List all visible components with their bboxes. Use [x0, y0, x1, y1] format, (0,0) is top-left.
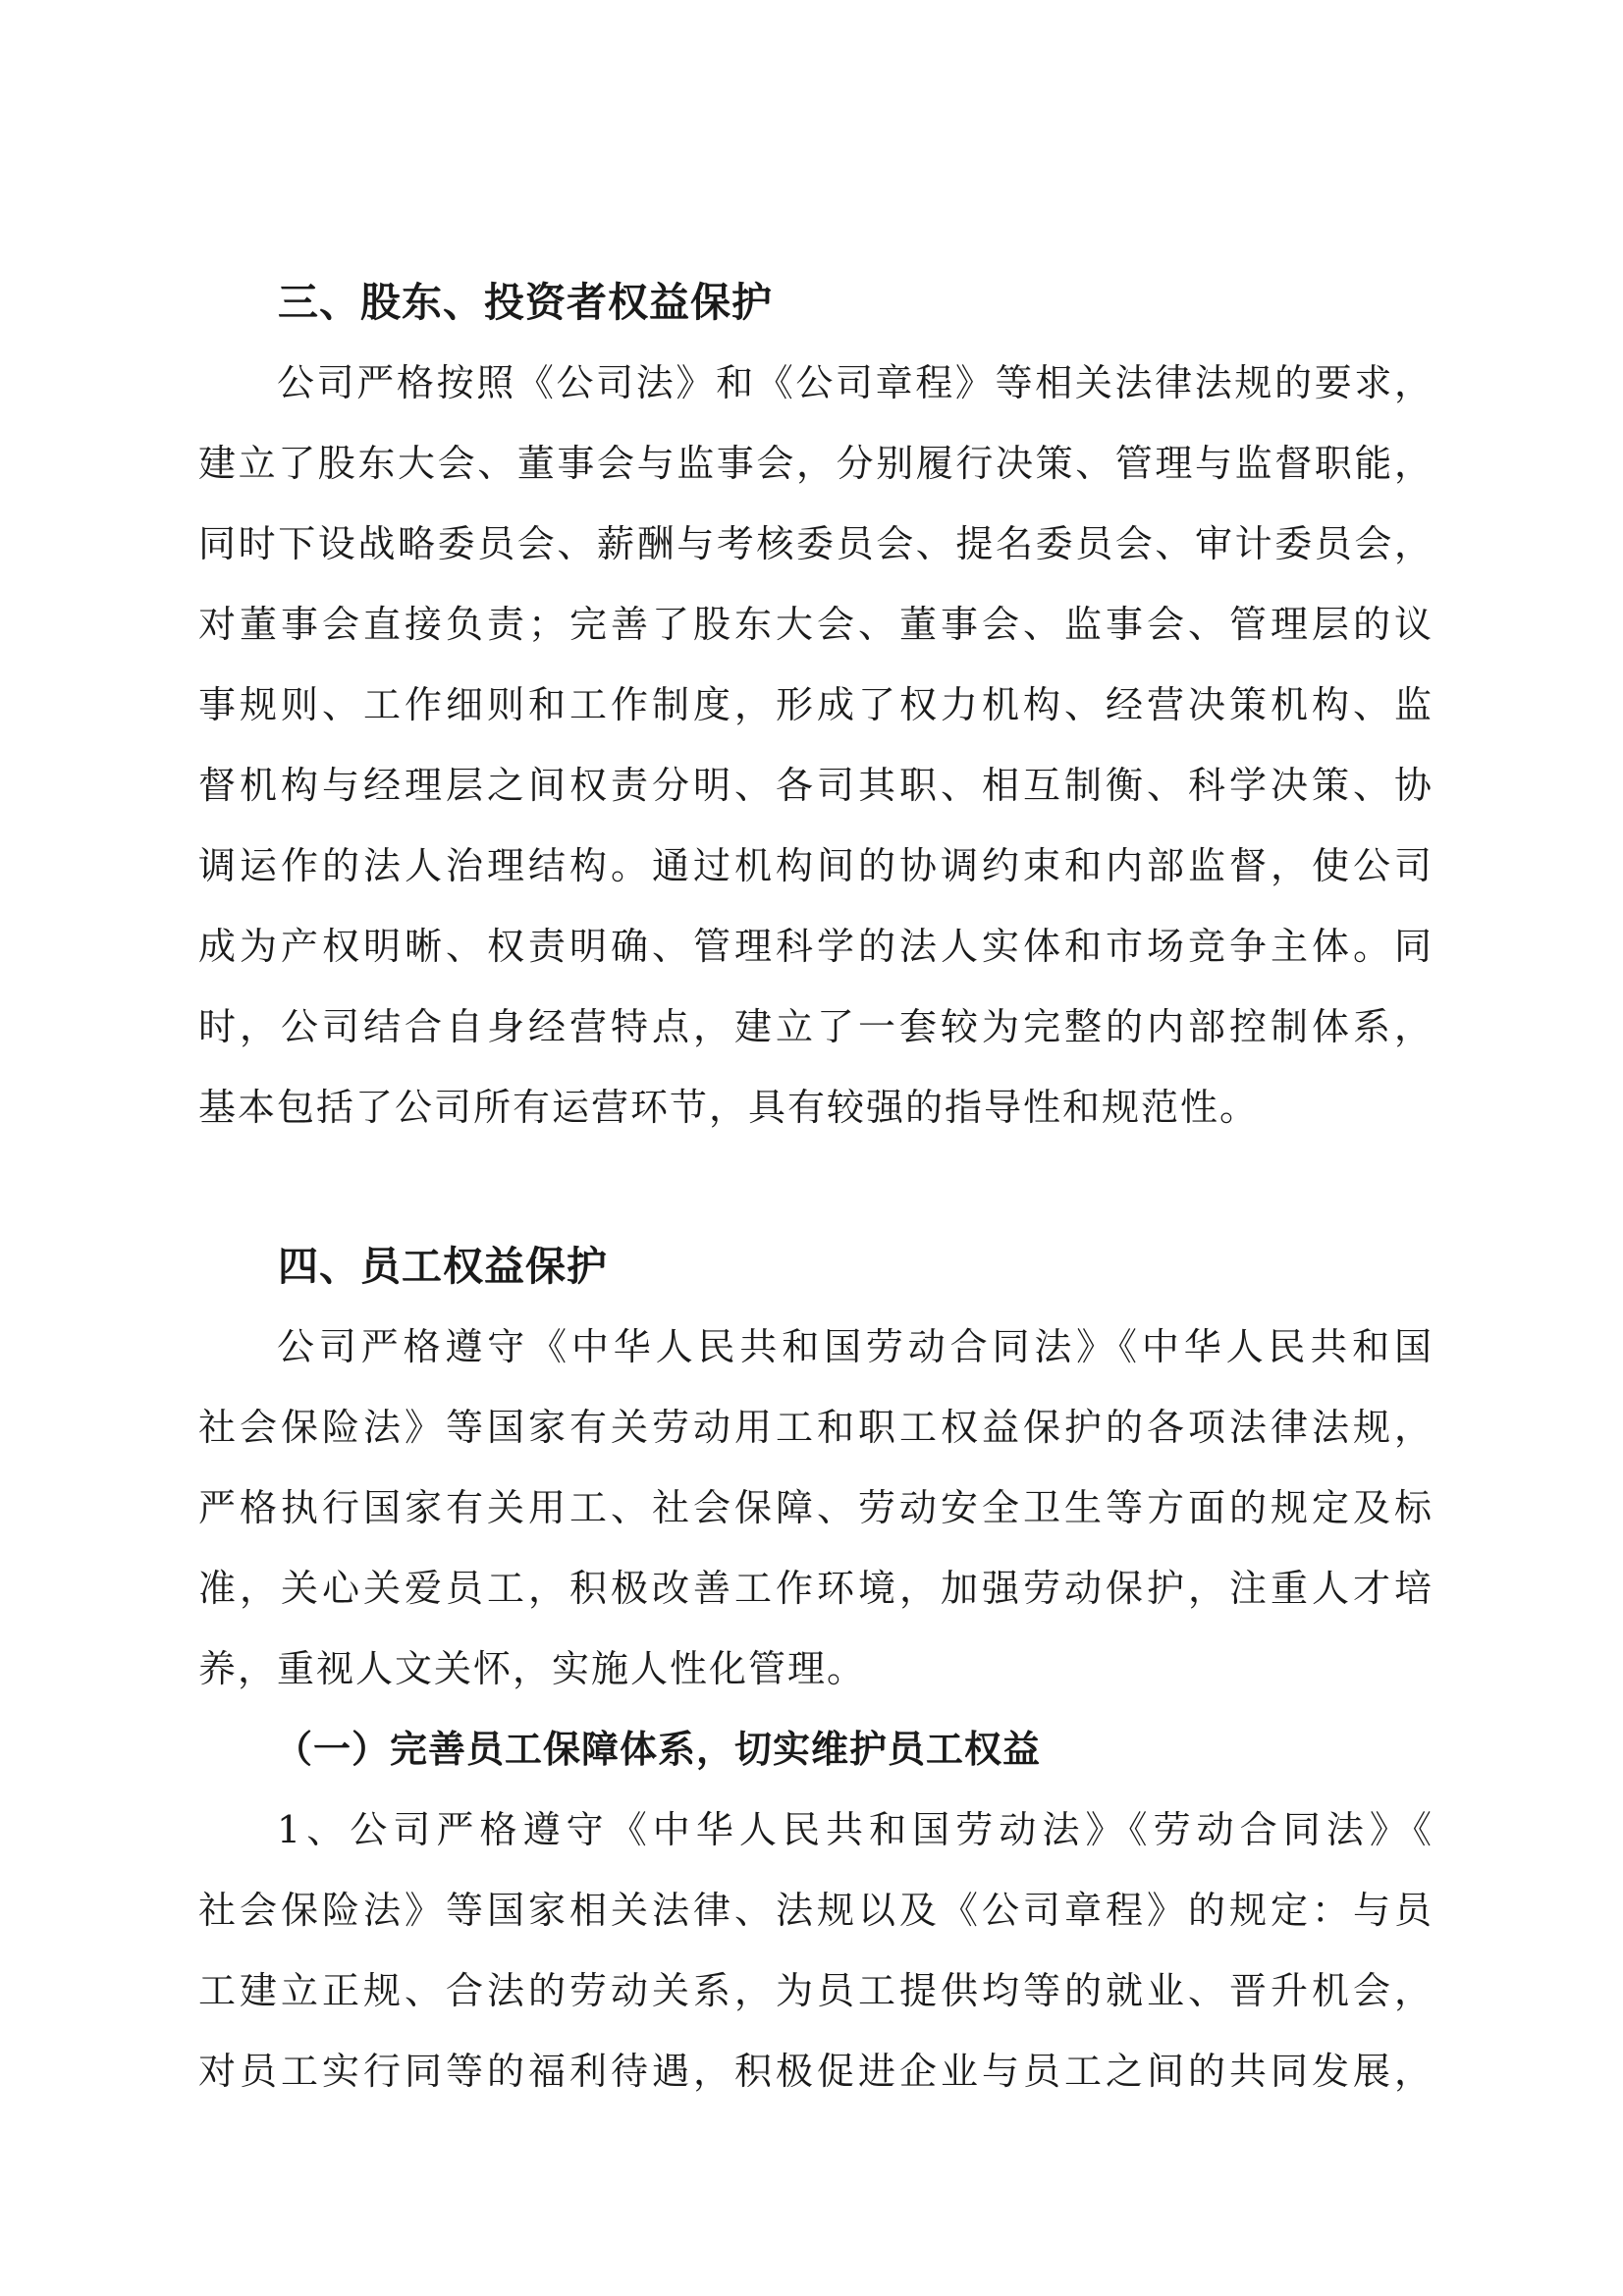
paragraph-line: 对员工实行同等的福利待遇，积极促进企业与员工之间的共同发展，	[198, 2050, 1432, 2093]
paragraph-line: 督机构与经理层之间权责分明、各司其职、相互制衡、科学决策、协	[198, 764, 1432, 807]
paragraph-line: 基本包括了公司所有运营环节，具有较强的指导性和规范性。	[198, 1086, 1260, 1129]
section-heading-employee-rights: 四、员工权益保护	[278, 1243, 608, 1290]
paragraph-line: 工建立正规、合法的劳动关系，为员工提供均等的就业、晋升机会，	[198, 1969, 1432, 2012]
paragraph-line: 建立了股东大会、董事会与监事会，分别履行决策、管理与监督职能，	[198, 442, 1432, 485]
paragraph-line: 社会保险法》等国家相关法律、法规以及《公司章程》的规定：与员	[198, 1889, 1432, 1932]
paragraph-line: 时，公司结合自身经营特点，建立了一套较为完整的内部控制体系，	[198, 1005, 1432, 1048]
paragraph-line: 社会保险法》等国家有关劳动用工和职工权益保护的各项法律法规，	[198, 1406, 1432, 1449]
paragraph-line: 同时下设战略委员会、薪酬与考核委员会、提名委员会、审计委员会，	[198, 522, 1432, 565]
paragraph-line: 养，重视人文关怀，实施人性化管理。	[198, 1647, 867, 1690]
paragraph-line: 事规则、工作细则和工作制度，形成了权力机构、经营决策机构、监	[198, 683, 1432, 726]
paragraph-line: 1、公司严格遵守《中华人民共和国劳动法》《劳动合同法》《	[277, 1808, 1432, 1851]
paragraph-line: 公司严格按照《公司法》和《公司章程》等相关法律法规的要求，	[277, 361, 1432, 404]
subsection-heading-employee-security: （一）完善员工保障体系，切实维护员工权益	[275, 1728, 1042, 1771]
paragraph-line: 公司严格遵守《中华人民共和国劳动合同法》《中华人民共和国	[277, 1325, 1432, 1368]
paragraph-line: 对董事会直接负责；完善了股东大会、董事会、监事会、管理层的议	[198, 603, 1432, 646]
section-heading-shareholder-rights: 三、股东、投资者权益保护	[278, 279, 773, 326]
paragraph-line: 调运作的法人治理结构。通过机构间的协调约束和内部监督，使公司	[198, 844, 1432, 887]
paragraph-line: 准，关心关爱员工，积极改善工作环境，加强劳动保护，注重人才培	[198, 1567, 1432, 1610]
paragraph-line: 严格执行国家有关用工、社会保障、劳动安全卫生等方面的规定及标	[198, 1486, 1432, 1529]
paragraph-line: 成为产权明晰、权责明确、管理科学的法人实体和市场竞争主体。同	[198, 925, 1432, 968]
